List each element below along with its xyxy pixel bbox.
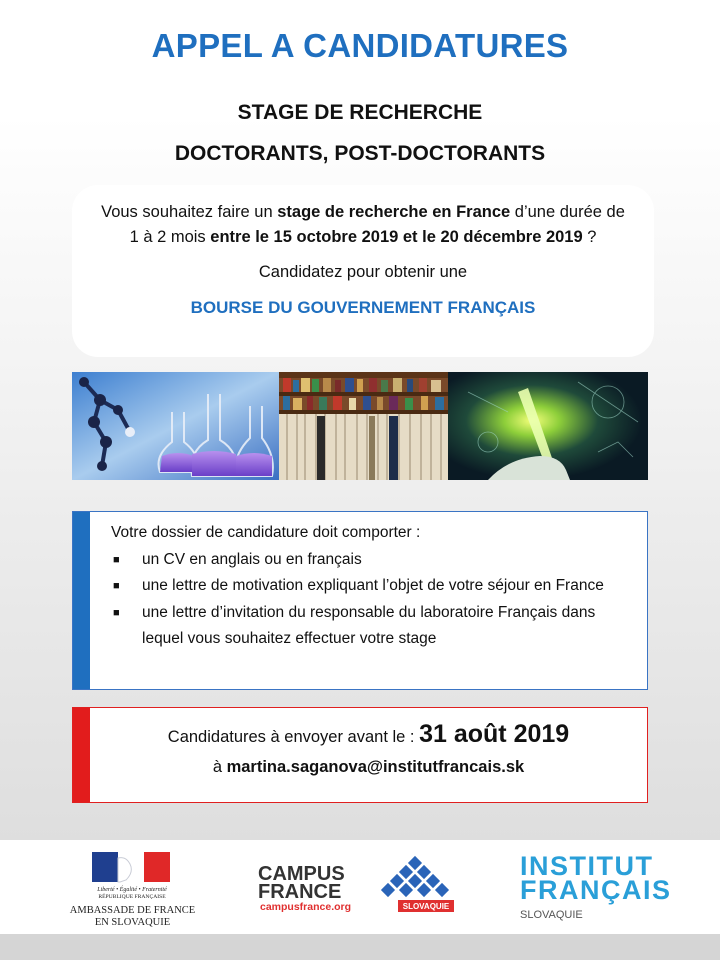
contact-line bbox=[90, 758, 647, 777]
campus-country: SLOVAQUIE bbox=[402, 902, 450, 911]
scientist-glowing-tube-image bbox=[448, 372, 648, 480]
deadline-accent-bar bbox=[73, 708, 90, 802]
intro-box bbox=[72, 185, 654, 357]
deadline-line bbox=[90, 720, 647, 749]
requirements-accent-bar bbox=[73, 512, 90, 689]
page-title: APPEL A CANDIDATURES bbox=[151, 27, 569, 64]
bullet-icon: ■ bbox=[113, 580, 120, 592]
institut-line-2: FRANÇAIS bbox=[520, 875, 672, 905]
intro-text-a: Vous souhaitez faire un bbox=[101, 203, 278, 221]
contact-email[interactable]: martina.saganova@institutfrancais.sk bbox=[226, 758, 525, 776]
footer-band bbox=[0, 934, 720, 960]
contact-prefix: à bbox=[212, 758, 227, 776]
intro-call: Candidatez pour obtenir une bbox=[258, 263, 468, 281]
footer-logos bbox=[0, 840, 720, 934]
requirement-item-cv bbox=[111, 547, 637, 574]
institut-country: SLOVAQUIE bbox=[520, 909, 583, 921]
ambassade-republic: RÉPUBLIQUE FRANÇAISE bbox=[98, 894, 166, 900]
laboratory-flasks-image bbox=[72, 372, 279, 480]
requirements-heading: Votre dossier de candidature doit comporter : bbox=[111, 524, 421, 541]
subtitle-audience: DOCTORANTS, POST-DOCTORANTS bbox=[174, 142, 546, 165]
campus-line-1: CAMPUS bbox=[258, 863, 345, 885]
requirement-text: une lettre de motivation expliquant l’objet de votre séjour en France bbox=[142, 577, 604, 594]
intro-text-c: d’une durée de 1 à 2 mois bbox=[129, 203, 625, 246]
requirements-list bbox=[111, 547, 637, 653]
deadline-box bbox=[72, 707, 648, 803]
campus-url: campusfrance.org bbox=[260, 901, 352, 913]
deadline-label: Candidatures à envoyer avant le : bbox=[167, 728, 420, 746]
campus-diamond-icon bbox=[381, 856, 449, 897]
campus-line-2: FRANCE bbox=[258, 881, 342, 903]
requirement-text: un CV en anglais ou en français bbox=[142, 550, 362, 568]
intro-text-b: stage de recherche en France bbox=[277, 203, 511, 221]
subtitle-stage: STAGE DE RECHERCHE bbox=[237, 101, 483, 124]
requirement-item-invitation bbox=[111, 600, 637, 653]
institut-line-1: INSTITUT bbox=[520, 851, 654, 881]
campus-france-logo bbox=[258, 854, 468, 916]
marianne-flag-icon bbox=[60, 850, 205, 900]
bullet-icon: ■ bbox=[113, 606, 120, 619]
ambassade-line-2: EN SLOVAQUIE bbox=[94, 917, 171, 928]
intro-text-e: ? bbox=[582, 228, 597, 246]
requirement-text: une lettre d’invitation du responsable du laboratoire Français dans lequel vous souhaitez effectuer votre stage bbox=[142, 603, 596, 647]
intro-dates: entre le 15 octobre 2019 et le 20 décembre 2019 bbox=[210, 228, 583, 246]
requirements-content bbox=[111, 520, 637, 653]
requirement-item-motivation bbox=[111, 573, 637, 600]
ambassade-line-1: AMBASSADE DE FRANCE bbox=[69, 905, 196, 916]
photo-strip bbox=[72, 372, 648, 480]
requirements-box bbox=[72, 511, 648, 690]
library-books-image bbox=[279, 372, 448, 480]
institut-francais-logo bbox=[520, 851, 672, 921]
deadline-date: 31 août 2019 bbox=[419, 720, 570, 748]
intro-paragraph bbox=[72, 200, 654, 250]
ambassade-motto: Liberté • Égalité • Fraternité bbox=[97, 887, 167, 893]
scholarship-name: BOURSE DU GOUVERNEMENT FRANÇAIS bbox=[190, 298, 536, 317]
bullet-icon: ■ bbox=[113, 553, 120, 566]
ambassade-logo bbox=[60, 850, 205, 929]
